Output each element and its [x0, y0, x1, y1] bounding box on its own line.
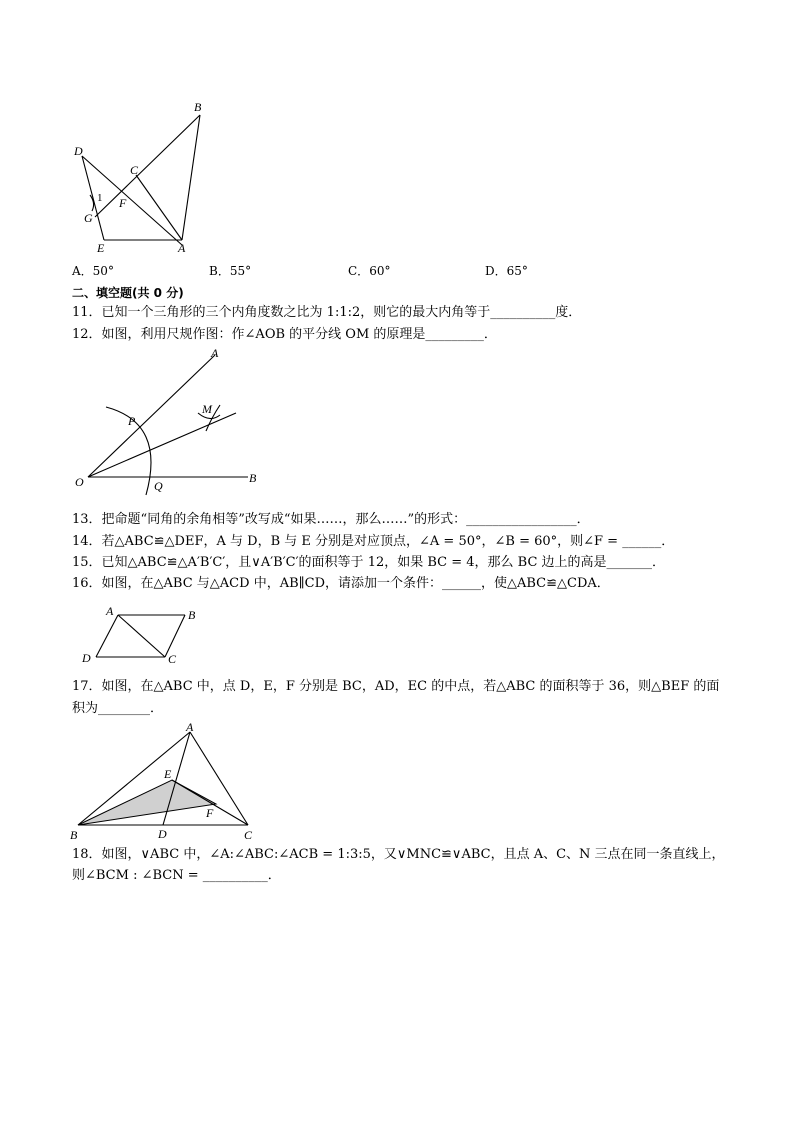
- label-G: G: [84, 211, 93, 225]
- label-B: B: [249, 471, 257, 485]
- label-A: A: [211, 346, 219, 360]
- shaded-triangle-BEF: [78, 780, 216, 825]
- question-11: 11．已知一个三角形的三个内角度数之比为 1:1:2，则它的最大内角等于__________度．: [72, 305, 582, 320]
- section-heading-fill-in: 二、填空题(共 0 分): [72, 286, 184, 300]
- label-C: C: [130, 163, 139, 177]
- label-O: O: [75, 475, 84, 489]
- choice-b: B．55°: [209, 264, 252, 278]
- question-14: 14．若△ABC≌△DEF，A 与 D，B 与 E 分别是对应顶点，∠A = 50°，∠B = 60°，则∠F = ______．: [72, 534, 675, 549]
- figure-question-17: [70, 718, 270, 843]
- question-12: 12．如图，利用尺规作图：作∠AOB 的平分线 OM 的原理是_________．: [72, 327, 497, 342]
- question-17-line-2: 积为________．: [72, 701, 164, 716]
- label-D: D: [82, 651, 91, 665]
- segment-AB: [182, 115, 200, 240]
- label-Q: Q: [154, 479, 163, 493]
- label-E: E: [97, 241, 105, 255]
- choice-c: C．60°: [348, 264, 391, 278]
- label-F: F: [119, 196, 127, 210]
- label-A: A: [186, 720, 194, 734]
- ray-OM: [88, 413, 236, 477]
- label-B: B: [194, 100, 202, 114]
- question-13: 13．把命题“同角的余角相等”改写成“如果……，那么……”的形式：_________________．: [72, 512, 590, 527]
- segment-CA: [136, 175, 182, 240]
- segment-DA: [96, 615, 118, 657]
- label-A: A: [106, 604, 114, 618]
- question-18-line-2: 则∠BCM : ∠BCN = __________．: [72, 868, 281, 883]
- question-17-line-1: 17．如图，在△ABC 中，点 D，E，F 分别是 BC，AD，EC 的中点，若△ABC 的面积等于 36，则△BEF 的面: [72, 679, 720, 694]
- label-P: P: [128, 414, 136, 428]
- label-F: F: [206, 806, 214, 820]
- label-M: M: [202, 402, 212, 416]
- segment-AC: [118, 615, 165, 657]
- figure-question-12: [70, 345, 270, 495]
- choice-a: A．50°: [72, 264, 114, 278]
- segment-AC: [190, 732, 248, 825]
- ray-OA: [88, 355, 215, 477]
- choice-d: D．65°: [485, 264, 528, 278]
- label-E: E: [164, 767, 172, 781]
- segment-BC: [165, 615, 185, 657]
- question-18-line-1: 18．如图，∨ABC 中，∠A:∠ABC:∠ACB = 1:3:5，又∨MNC≌∨ABC，且点 A、C、N 三点在同一条直线上，: [72, 847, 725, 862]
- question-15: 15．已知△ABC≌△A′B′C′，且∨A′B′C′的面积等于 12，如果 BC = 4，那么 BC 边上的高是_______．: [72, 555, 666, 570]
- label-B: B: [188, 608, 196, 622]
- label-C: C: [168, 652, 177, 666]
- label-B: B: [70, 828, 78, 842]
- question-16: 16．如图，在△ABC 与△ACD 中，AB∥CD，请添加一个条件：______，使△ABC≌△CDA．: [72, 576, 610, 591]
- label-A: A: [178, 241, 186, 255]
- segment-BG: [95, 115, 200, 217]
- label-D: D: [74, 144, 83, 158]
- figure-question-10: [70, 95, 220, 260]
- label-D: D: [158, 827, 167, 841]
- label-C: C: [244, 828, 253, 842]
- figure-question-16: [78, 602, 208, 667]
- label-angle-1: 1: [97, 192, 103, 204]
